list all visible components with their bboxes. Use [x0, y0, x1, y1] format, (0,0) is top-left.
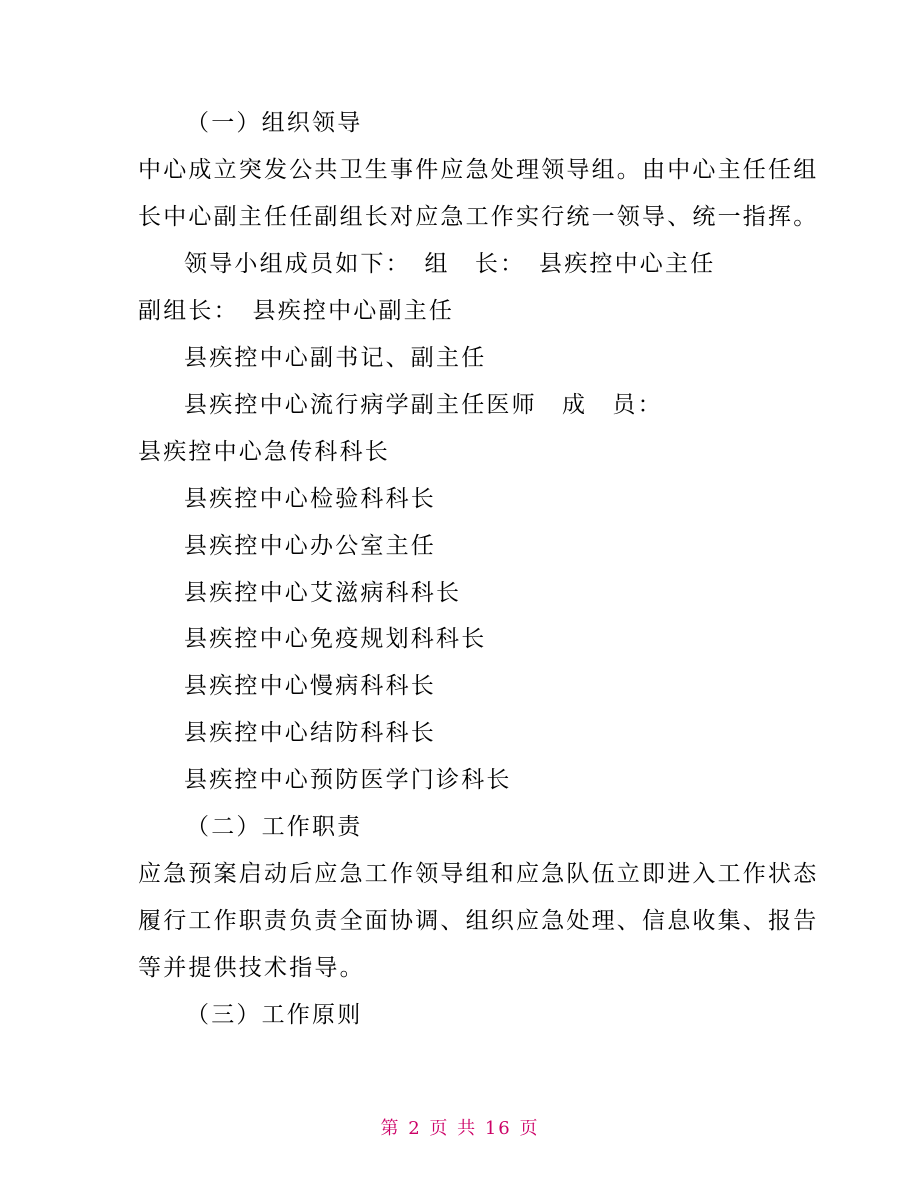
member-line: 县疾控中心副书记、副主任: [184, 345, 487, 371]
member-line: 领导小组成员如下： 组 长： 县疾控中心主任: [184, 251, 716, 277]
page-number-footer: 第 2 页 共 16 页: [380, 1118, 540, 1139]
member-line: 县疾控中心慢病科科长: [184, 673, 436, 699]
member-line: 县疾控中心急传科科长: [138, 439, 390, 465]
heading-work-principles: （三）工作原则: [186, 1002, 363, 1028]
member-line: 副组长： 县疾控中心副主任: [138, 298, 455, 324]
paragraph-line: 中心成立突发公共卫生事件应急处理领导组。由中心主任任组: [138, 157, 819, 183]
member-line: 县疾控中心免疫规划科科长: [184, 626, 487, 652]
heading-work-duties: （二）工作职责: [186, 814, 363, 840]
heading-organization-leadership: （一）组织领导: [186, 110, 363, 136]
paragraph-line: 等并提供技术指导。: [138, 955, 365, 981]
member-line: 县疾控中心流行病学副主任医师 成 员：: [184, 392, 663, 418]
member-line: 县疾控中心办公室主任: [184, 533, 436, 559]
paragraph-line: 长中心副主任任副组长对应急工作实行统一领导、统一指挥。: [138, 204, 819, 230]
member-line: 县疾控中心预防医学门诊科长: [184, 767, 512, 793]
member-line: 县疾控中心结防科科长: [184, 720, 436, 746]
member-line: 县疾控中心检验科科长: [184, 486, 436, 512]
paragraph-line: 履行工作职责负责全面协调、组织应急处理、信息收集、报告: [138, 908, 819, 934]
member-line: 县疾控中心艾滋病科科长: [184, 580, 462, 606]
paragraph-line: 应急预案启动后应急工作领导组和应急队伍立即进入工作状态: [138, 861, 819, 887]
